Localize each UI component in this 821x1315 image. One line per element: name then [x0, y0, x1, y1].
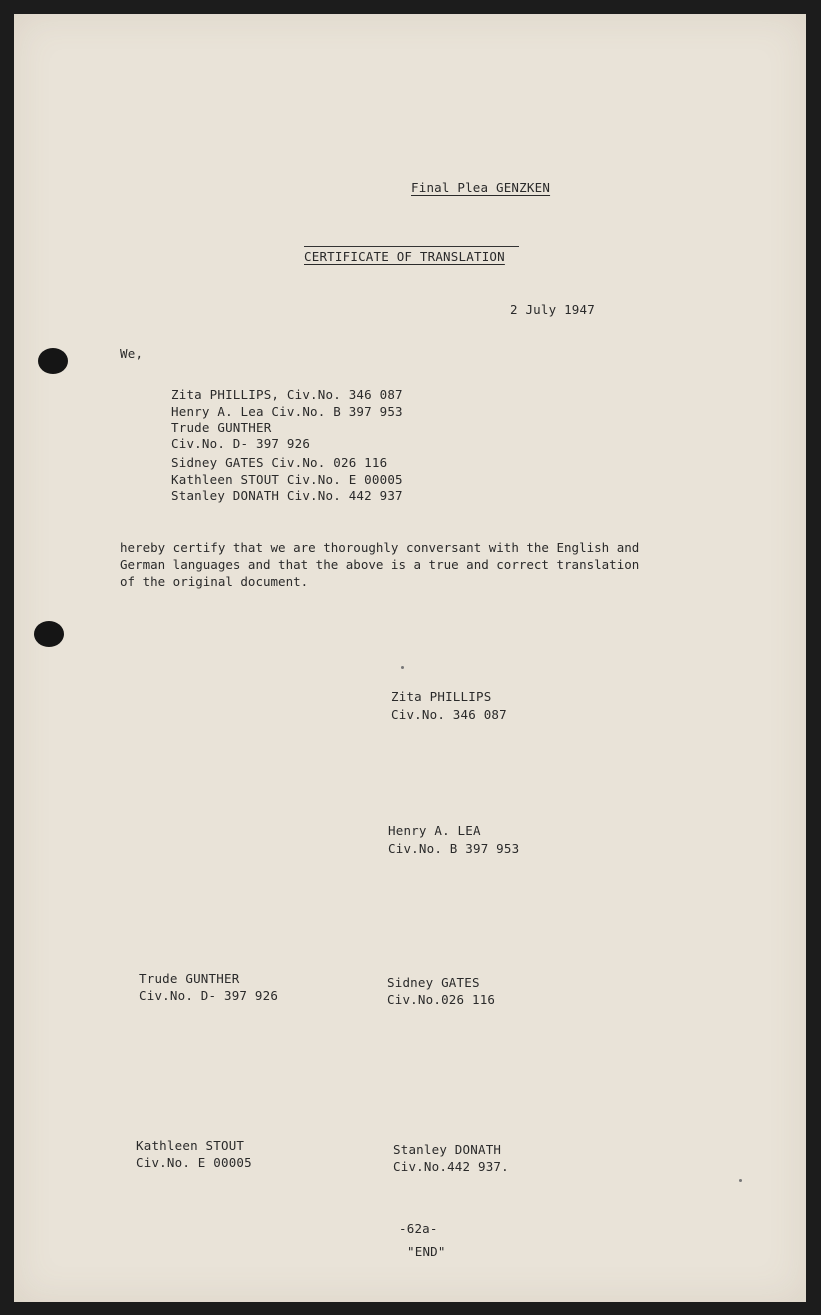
punch-hole — [38, 348, 68, 374]
paper-mark — [401, 666, 404, 669]
certification-paragraph — [120, 539, 720, 590]
translator-line: Stanley DONATH Civ.No. 442 937 — [171, 488, 403, 503]
signature-name: Trude GUNTHER — [139, 971, 240, 986]
translator-line: Sidney GATES Civ.No. 026 116 — [171, 455, 388, 470]
translator-line: Kathleen STOUT Civ.No. E 00005 — [171, 472, 403, 487]
signature-name: Henry A. LEA — [388, 823, 481, 838]
translator-line: Zita PHILLIPS, Civ.No. 346 087 — [171, 387, 403, 402]
certification-line: German languages and that the above is a true and correct translation — [120, 557, 640, 572]
translator-line: Trude GUNTHER — [171, 420, 272, 435]
certificate-title: CERTIFICATE OF TRANSLATION — [304, 249, 505, 264]
paper-mark — [739, 1179, 742, 1182]
page-number: -62a- — [399, 1221, 438, 1236]
signature-name: Stanley DONATH — [393, 1142, 502, 1157]
document-date: 2 July 1947 — [510, 302, 595, 317]
punch-hole — [34, 621, 64, 647]
signature-civ-number: Civ.No.026 116 — [387, 992, 496, 1007]
translator-line: Civ.No. D- 397 926 — [171, 436, 311, 451]
translator-line: Henry A. Lea Civ.No. B 397 953 — [171, 404, 403, 419]
signature-name: Sidney GATES — [387, 975, 480, 990]
signature-civ-number: Civ.No. 346 087 — [391, 707, 507, 722]
title-overline — [304, 246, 519, 247]
signature-civ-number: Civ.No.442 937. — [393, 1159, 509, 1174]
signature-name: Kathleen STOUT — [136, 1138, 245, 1153]
signature-name: Zita PHILLIPS — [391, 689, 492, 704]
salutation: We, — [120, 346, 144, 361]
signature-civ-number: Civ.No. B 397 953 — [388, 841, 520, 856]
plea-title: Final Plea GENZKEN — [411, 180, 551, 195]
end-mark: "END" — [407, 1244, 446, 1259]
certification-line: of the original document. — [120, 574, 309, 589]
signature-civ-number: Civ.No. D- 397 926 — [139, 988, 279, 1003]
certification-line: hereby certify that we are thoroughly conversant with the English and — [120, 540, 640, 555]
document-page — [14, 14, 806, 1302]
signature-civ-number: Civ.No. E 00005 — [136, 1155, 252, 1170]
